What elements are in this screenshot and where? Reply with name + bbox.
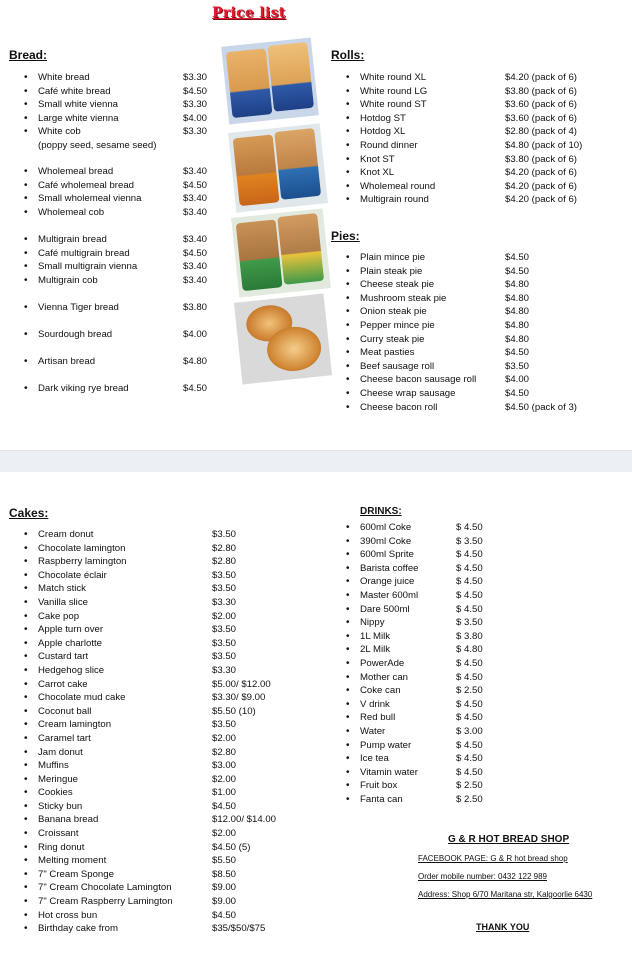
list-item: • Café multigrain bread $4.50 [38,247,218,261]
item-name: • Coke can [360,685,401,697]
item-price: $35/$50/$75 [212,923,266,935]
item-name: • Ice tea [360,753,389,765]
facebook-page-link[interactable]: FACEBOOK PAGE: G & R hot bread shop [418,854,568,863]
item-name: • 1L Milk [360,630,391,642]
drinks-list [360,521,500,806]
list-item [360,793,500,807]
item-name: • Mother can [360,671,408,683]
item-price: $2.80 [212,542,237,554]
list-item [360,684,500,698]
item-name: • 390ml Coke [360,535,412,547]
item-name: • Chocolate lamington [38,542,126,554]
list-item [360,725,500,739]
item-price: $2.00 [212,828,237,840]
list-item [360,548,500,562]
list-item: • Round dinner $4.80 (pack of 10) [360,139,600,153]
list-item: • Hotdog XL $2.80 (pack of 4) [360,125,600,139]
item-price: $1.00 [212,787,237,799]
item-price: $2.00 [212,610,237,622]
item-name: • Melting moment [38,855,107,867]
item-price: $ 4.50 [456,522,483,533]
list-item [38,528,298,542]
list-item [360,657,500,671]
list-item [38,678,298,692]
list-item: • White round ST $3.60 (pack of 6) [360,98,600,112]
list-item [38,691,298,705]
list-item: • Plain mince pie $4.50 [360,251,600,265]
shop-address: Address: Shop 6/70 Maritana str, Kalgoorlie 6430 [418,890,593,899]
item-price: $ 4.50 [456,712,483,724]
item-name: • Caramel tart [38,732,91,744]
item-name: • Croissant [38,828,79,840]
item-name: • Chocolate mud cake [38,692,126,704]
specialty-bread-list [38,301,218,409]
item-price: $ 4.50 [456,671,483,683]
list-item [360,711,500,725]
list-item [38,854,298,868]
list-item [38,922,298,936]
item-price: $5.50 [212,855,237,867]
list-item: • Artisan bread $4.80 [38,355,218,382]
list-item: • Knot ST $3.80 (pack of 6) [360,153,600,167]
item-price: $ 4.50 [456,549,483,561]
list-item [38,637,298,651]
item-name: • Chocolate éclair [38,569,107,581]
list-item [360,779,500,793]
list-item [38,895,298,909]
list-item: • Beef sausage roll $3.50 [360,360,600,374]
item-name: • Cake pop [38,610,80,622]
item-price: $ 4.50 [456,739,483,751]
item-price: $ 3.50 [456,535,483,547]
list-item [360,766,500,780]
list-note: (poppy seed, sesame seed) [38,139,157,151]
item-name: • Sticky bun [38,800,83,812]
item-price: $ 2.50 [456,685,483,697]
item-name: • Carrot cake [38,678,88,690]
item-price: $8.50 [212,868,237,880]
list-item: • Pepper mince pie $4.80 [360,319,600,333]
item-name: • Hot cross bun [38,909,98,921]
list-item [360,752,500,766]
list-item: • Cheese bacon sausage roll $4.00 [360,373,600,387]
list-item [38,813,298,827]
list-item [38,800,298,814]
item-name: • 7" Cream Chocolate Lamington [38,882,172,894]
list-item [38,732,298,746]
item-price: $ 3.00 [456,725,483,737]
list-item [360,698,500,712]
item-name: • 600ml Coke [360,522,412,533]
item-name: • Barista coffee [360,562,419,574]
tiger-bread-photo [234,294,332,385]
item-name: • V drink [360,698,390,710]
item-name: • Hedgehog slice [38,664,105,676]
list-item [360,562,500,576]
list-item: • Multigrain round $4.20 (pack of 6) [360,193,600,207]
pies-list [360,251,600,414]
list-item: • Curry steak pie $4.80 [360,333,600,347]
item-price: $ 4.50 [456,753,483,765]
item-price: $3.50 [212,624,237,636]
item-price: $ 3.50 [456,617,483,629]
list-item: • Small wholemeal vienna $3.40 [38,192,218,206]
list-item: • Cheese steak pie $4.80 [360,278,600,292]
item-name: • PowerAde [360,657,405,669]
item-name: • Pump water [360,739,412,751]
price-list-page-2 [0,472,632,960]
item-price: $ 4.50 [456,562,483,574]
list-item: • Wholemeal round $4.20 (pack of 6) [360,180,600,194]
item-price: $5.50 (10) [212,705,256,717]
item-price: $ 4.80 [456,644,483,656]
item-price: $2.00 [212,732,237,744]
list-item: • White round XL $4.20 (pack of 6) [360,71,600,85]
list-item [360,575,500,589]
item-price: $9.00 [212,896,237,908]
list-item: • Sourdough bread $4.00 [38,328,218,355]
item-name: • Birthday cake from [38,923,118,935]
list-item: • Plain steak pie $4.50 [360,265,600,279]
item-price: $3.00 [212,760,237,772]
item-price: $ 4.50 [456,589,483,601]
list-item: • Onion steak pie $4.80 [360,305,600,319]
item-name: • Dare 500ml [360,603,410,615]
item-price: $ 4.50 [456,603,483,615]
list-item [360,630,500,644]
list-item [360,535,500,549]
item-name: • Meringue [38,773,78,785]
item-name: • Master 600ml [360,589,419,601]
item-price: $ 4.50 [456,766,483,778]
item-price: $5.00/ $12.00 [212,678,271,690]
list-item [38,610,298,624]
item-name: • Ring donut [38,841,85,853]
list-item: • Wholemeal cob $3.40 [38,206,218,220]
list-item [38,664,298,678]
multigrain-bread-photo [231,208,331,297]
item-name: • 2L Milk [360,644,391,656]
list-item: • Mushroom steak pie $4.80 [360,292,600,306]
list-item: • Small white vienna $3.30 [38,98,218,112]
rolls-list [360,71,600,207]
list-item: • White bread $3.30 [38,71,218,85]
item-name: • Cream lamington [38,719,112,731]
list-item: • Wholemeal bread $3.40 [38,165,218,179]
item-price: $3.50 [212,569,237,581]
cakes-list [38,528,298,936]
list-item: • Small multigrain vienna $3.40 [38,260,218,274]
item-name: • 600ml Sprite [360,549,414,561]
list-item [360,739,500,753]
item-price: $4.50 [212,800,237,812]
item-name: • 7" Cream Sponge [38,868,114,880]
price-list-page-1 [0,0,632,450]
list-item: • Café white bread $4.50 [38,85,218,99]
item-name: • Fanta can [360,793,403,805]
item-name: • Apple charlotte [38,637,102,649]
item-price: $3.50 [212,637,237,649]
list-item [360,603,500,617]
item-price: $ 2.50 [456,793,483,805]
list-item [38,650,298,664]
list-item [360,643,500,657]
list-item: • Multigrain bread $3.40 [38,233,218,247]
item-price: $ 3.80 [456,630,483,642]
item-name: • Raspberry lamington [38,556,127,568]
list-item [38,827,298,841]
list-item [38,596,298,610]
list-item: • Knot XL $4.20 (pack of 6) [360,166,600,180]
list-item [360,521,500,535]
item-name: • Orange juice [360,576,415,588]
list-item [38,623,298,637]
list-item [38,786,298,800]
list-item [38,582,298,596]
list-item: • White round LG $3.80 (pack of 6) [360,85,600,99]
list-item [38,718,298,732]
white-bread-photo [221,38,319,125]
list-item: • Cheese bacon roll $4.50 (pack of 3) [360,401,600,415]
item-name: • Coconut ball [38,705,92,717]
list-item: • White cob $3.30 [38,125,218,139]
list-item [38,542,298,556]
list-item [38,569,298,583]
list-item: • Café wholemeal bread $4.50 [38,179,218,193]
list-item: • Meat pasties $4.50 [360,346,600,360]
item-price: $3.50 [212,583,237,595]
order-mobile-number[interactable]: Order mobile number: 0432 122 989 [418,872,547,881]
item-price: $ 4.50 [456,576,483,588]
page-separator [0,450,632,473]
item-price: $3.50 [212,719,237,731]
item-price: $2.00 [212,773,237,785]
item-price: $3.50 [212,529,237,540]
item-price: $ 2.50 [456,780,483,792]
item-name: • Jam donut [38,746,83,758]
item-name: • Water [360,725,386,737]
pies-heading: Pies: [331,229,360,243]
page-title: Price list [212,5,286,21]
list-item [38,881,298,895]
rolls-heading: Rolls: [331,48,365,62]
bread-list [38,71,218,153]
item-name: • Match stick [38,583,86,595]
drinks-heading: DRINKS: [360,506,402,517]
list-item: • Large white vienna $4.00 [38,112,218,126]
list-item [360,589,500,603]
list-item: • Cheese wrap sausage $4.50 [360,387,600,401]
item-price: $12.00/ $14.00 [212,814,277,826]
list-item [38,841,298,855]
wholemeal-list [38,165,218,219]
item-name: • Fruit box [360,780,398,792]
item-price: $4.50 [212,909,237,921]
item-name: • Apple turn over [38,624,104,636]
list-item: • Dark viking rye bread $4.50 [38,382,218,409]
item-name: • Vanilla slice [38,596,88,608]
wholemeal-bread-photo [228,123,328,212]
item-name: • Nippy [360,617,385,629]
multigrain-list [38,233,218,287]
item-price: $2.80 [212,556,237,568]
item-name: • Red bull [360,712,396,724]
thank-you-text: THANK YOU [476,922,530,932]
shop-name: G & R HOT BREAD SHOP [448,834,570,845]
item-name: • Cookies [38,787,73,799]
item-price: $3.30 [212,596,237,608]
list-item [38,759,298,773]
item-price: $ 4.50 [456,698,483,710]
item-price: $3.30 [212,664,237,676]
item-price: $4.50 (5) [212,841,251,853]
list-item [38,909,298,923]
item-name: • Cream donut [38,529,94,540]
item-price: $ 4.50 [456,657,483,669]
list-item [360,671,500,685]
bread-heading: Bread: [9,48,48,62]
item-price: $3.50 [212,651,237,663]
list-item: • Vienna Tiger bread $3.80 [38,301,218,328]
list-item: • Multigrain cob $3.40 [38,274,218,288]
item-price: $3.30/ $9.00 [212,692,266,704]
item-name: • Banana bread [38,814,99,826]
item-name: • Vitamin water [360,766,418,778]
item-name: • Custard tart [38,651,89,663]
list-item [38,868,298,882]
list-item [38,705,298,719]
list-item [38,773,298,787]
item-name: • Muffins [38,760,69,772]
cakes-heading: Cakes: [9,506,49,520]
item-price: $9.00 [212,882,237,894]
item-name: • 7" Cream Raspberry Lamington [38,896,173,908]
list-item [38,746,298,760]
list-item [360,616,500,630]
list-item [38,555,298,569]
item-price: $2.80 [212,746,237,758]
list-item: • Hotdog ST $3.60 (pack of 6) [360,112,600,126]
